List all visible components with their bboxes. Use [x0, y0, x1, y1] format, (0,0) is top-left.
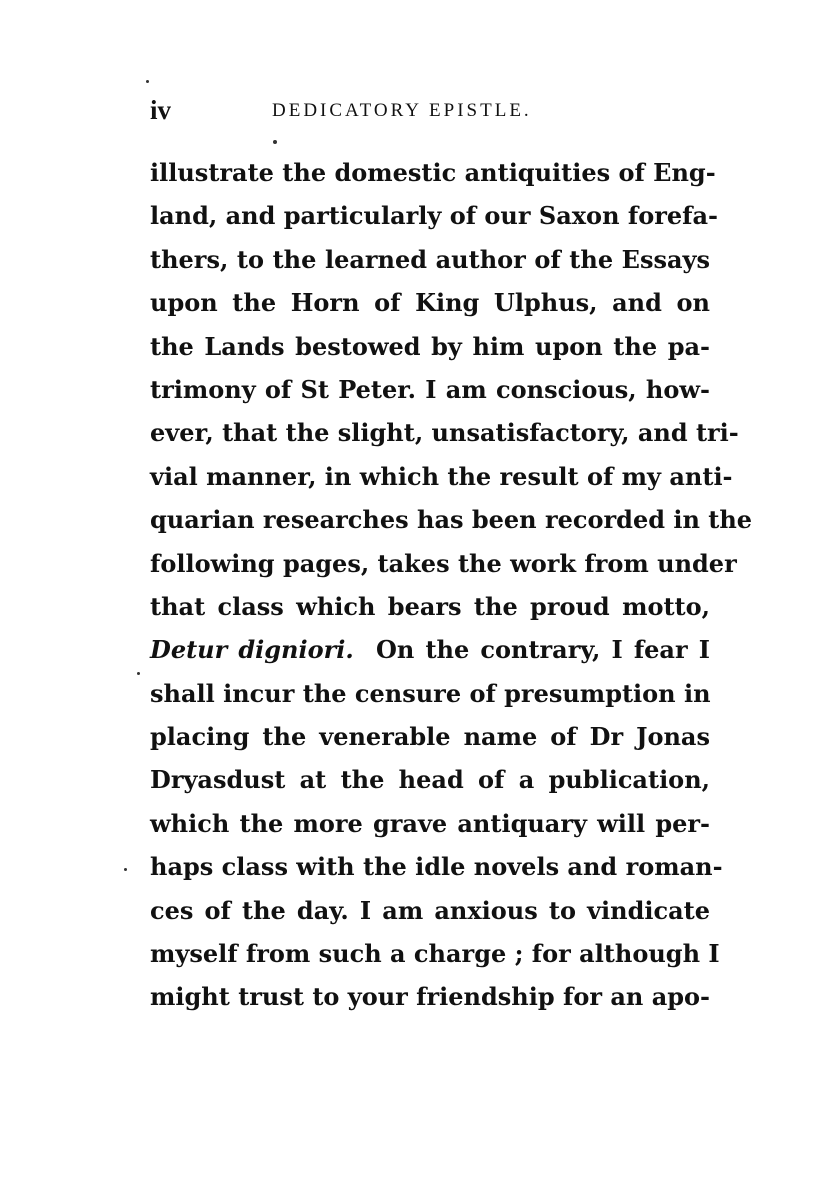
text-line-remainder: On the contrary, I fear I — [375, 635, 710, 665]
text-line: myself from such a charge ; for although I — [150, 939, 720, 969]
page-header — [150, 94, 710, 134]
print-speck — [273, 140, 277, 144]
text-line: haps class with the idle novels and roman- — [150, 852, 723, 882]
text-line: upon the Horn of King Ulphus, and on — [150, 288, 710, 318]
text-line: thers, to the learned author of the Essays — [150, 244, 710, 274]
body-text — [150, 151, 753, 1019]
text-line: shall incur the censure of presumption in — [150, 678, 711, 708]
text-line: that class which bears the proud motto, — [150, 591, 710, 621]
print-speck — [137, 672, 140, 675]
text-line: ever, that the slight, unsatisfactory, and tri- — [150, 418, 739, 448]
text-line: placing the venerable name of Dr Jonas — [150, 722, 710, 752]
page-number: iv — [150, 95, 172, 125]
print-speck — [124, 868, 127, 871]
text-line-with-italic — [150, 628, 710, 671]
text-line: the Lands bestowed by him upon the pa- — [150, 331, 710, 361]
text-line: might trust to your friendship for an apo- — [150, 982, 710, 1012]
running-title: DEDICATORY EPISTLE. — [272, 100, 532, 121]
text-line: quarian researches has been recorded in the — [150, 505, 753, 535]
text-line: trimony of St Peter. I am conscious, how- — [150, 374, 710, 404]
text-line: illustrate the domestic antiquities of Eng- — [150, 158, 716, 187]
text-line: Dryasdust at the head of a publication, — [150, 765, 710, 795]
text-line: vial manner, in which the result of my anti- — [150, 461, 733, 491]
text-line: ces of the day. I am anxious to vindicate — [150, 895, 710, 925]
text-line: land, and particularly of our Saxon forefa- — [150, 201, 718, 231]
text-line: following pages, takes the work from under — [150, 548, 737, 578]
italic-motto: Detur digniori. — [150, 635, 354, 665]
print-speck — [146, 80, 149, 83]
text-line: which the more grave antiquary will per- — [150, 808, 710, 838]
